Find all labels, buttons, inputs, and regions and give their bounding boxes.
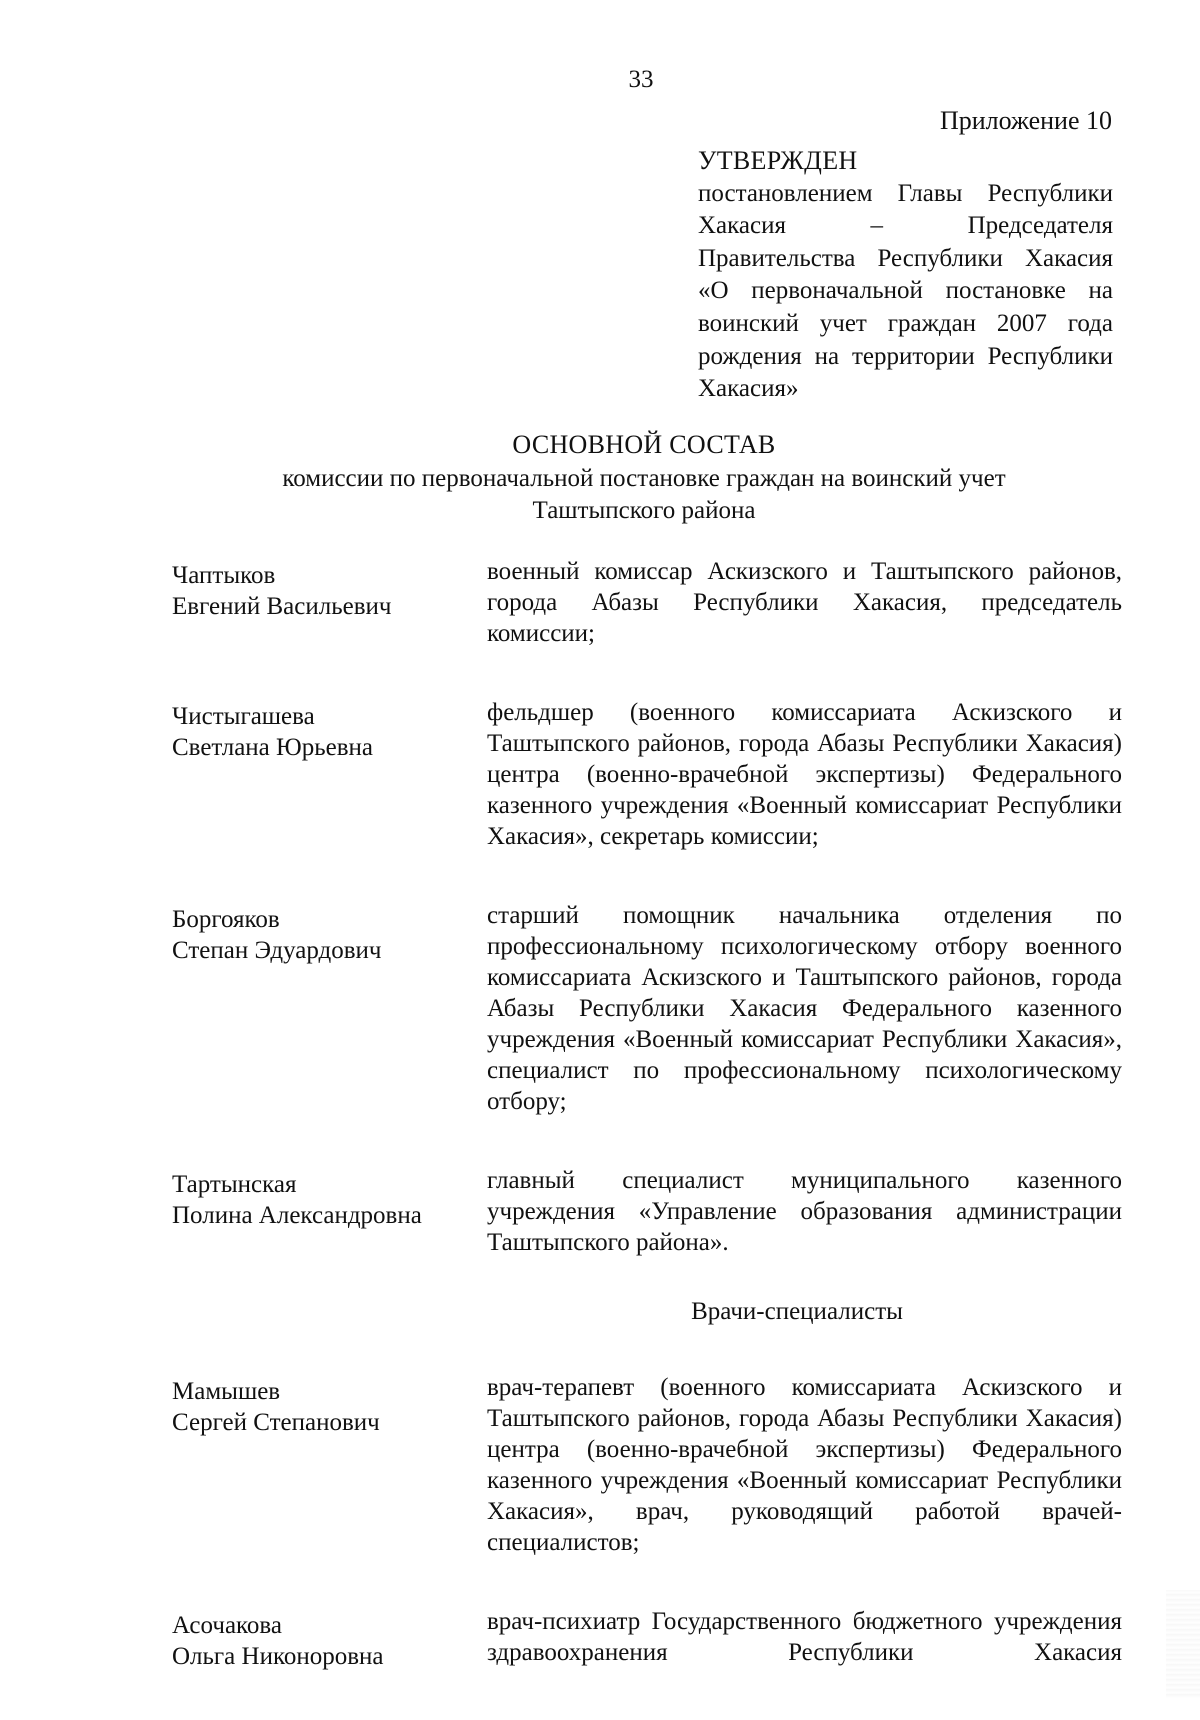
member-name [172,900,487,1117]
member-surname: Тартынская [172,1171,297,1198]
doctor-entry [172,1372,1122,1558]
doctor-description: врач-терапевт (военного комиссариата Аскизского и Таштыпского районов, города Абазы Республики Хакасия) центра (военно-врачебной экспертизы) Федерального казенного учреждения «Военный комиссариат Республики Хакасия», врач, руководящий работой врачей-специалистов; [487,1374,1122,1556]
doctor-description: врач-психиатр Государственного бюджетного учреждения здравоохранения Республики Хакасия [487,1608,1122,1666]
approval-block [698,145,1113,406]
member-given-name: Степан Эдуардович [172,937,382,964]
document-subtitle [0,463,1200,527]
doctor-name [172,1372,487,1558]
member-entry [172,1165,1122,1258]
member-name [172,1165,487,1258]
member-surname: Чистыгашева [172,703,315,730]
member-given-name: Евгений Васильевич [172,593,392,620]
scan-edge-noise [1166,1590,1200,1698]
approval-line-1: постановлением Главы Республики [698,179,1113,207]
member-list [172,556,1122,1720]
member-description: старший помощник начальника отделения по профессиональному психологическому отбору военного комиссариата Аскизского и Таштыпского районов, города Абазы Республики Хакасия Федерального казенного учреждения «Военный комиссариат Республики Хакасия», специалист по профессиональному психологическому отбору; [487,902,1122,1115]
member-description: военный комиссар Аскизского и Таштыпского районов, города Абазы Республики Хакасия, председатель комиссии; [487,558,1122,647]
appendix-label: Приложение 10 [939,106,1112,135]
member-given-name: Светлана Юрьевна [172,734,374,761]
member-name [172,556,487,649]
subtitle-line-2: Таштыпского района [532,497,756,524]
member-surname: Боргояков [172,906,280,933]
page-number: 33 [628,66,654,93]
doctor-given-name: Сергей Степанович [172,1409,380,1436]
member-entry [172,697,1122,852]
approval-heading: УТВЕРЖДЕН [698,146,858,175]
document-title: ОСНОВНОЙ СОСТАВ [512,430,776,459]
member-given-name: Полина Александровна [172,1202,422,1229]
subtitle-line-1: комиссии по первоначальной постановке граждан на воинский учет [282,465,1006,492]
member-description: фельдшер (военного комиссариата Аскизского и Таштыпского районов, города Абазы Республики Хакасия) центра (военно-врачебной экспертизы) Федерального казенного учреждения «Военный комиссариат Республики Хакасия», секретарь комиссии; [487,699,1122,850]
approval-text: Правительства Республики Хакасия «О первоначальной постановке на воинский учет граждан 2007 года рождения на территории Республики Хакасия» [698,244,1113,403]
doctor-surname: Асочакова [172,1612,282,1639]
member-entry [172,556,1122,649]
doctor-surname: Мамышев [172,1378,281,1405]
member-name [172,697,487,852]
member-surname: Чаптыков [172,562,276,589]
doctor-name [172,1606,487,1672]
member-entry [172,900,1122,1117]
doctor-entry [172,1606,1122,1672]
section-heading-doctors: Врачи-специалисты [691,1298,903,1325]
member-description: главный специалист муниципального казенного учреждения «Управление образования администрации Таштыпского района». [487,1167,1122,1256]
approval-line-2: Хакасия – Председателя [698,212,1113,240]
doctor-given-name: Ольга Никоноровна [172,1643,384,1670]
